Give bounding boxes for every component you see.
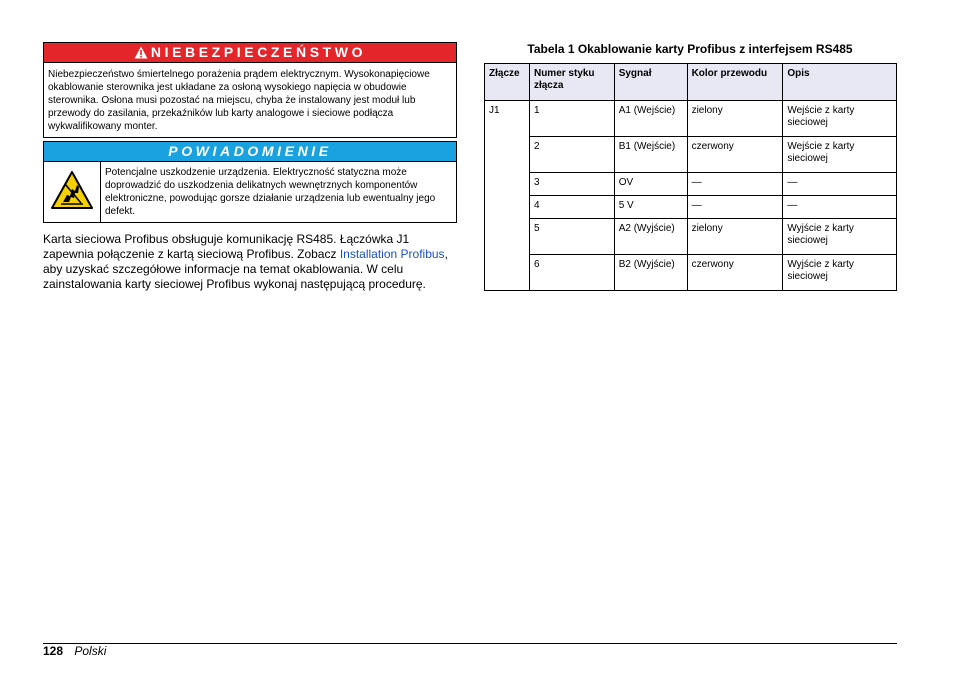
danger-text: Niebezpieczeństwo śmiertelnego porażenia prądem elektrycznym. Wysokonapięciowe okablowanie sterownika jest układane za osłoną wysokiego napięcia w obudowie sterownika. Osłona musi pozostać na miejscu, chyba że instalowany jest moduł lub przewody do zasilania, przekaźników lub karty analogowe i sieciowe podłącza wykwalifikowany monter.: [48, 69, 430, 132]
danger-box: [43, 42, 457, 138]
cell-connector-empty: [485, 219, 530, 255]
body-paragraph: [43, 232, 459, 292]
cell-wire-color: czerwony: [687, 137, 783, 173]
cell-description: Wejście z karty sieciowej: [783, 137, 897, 173]
body-text-before: Karta sieciowa Profibus obsługuje komunikację RS485. Łączówka J1 zapewnia połączenie z kartą sieciową Profibus. Zobacz: [43, 232, 410, 261]
cell-pin: 2: [529, 137, 614, 173]
cell-wire-color: zielony: [687, 101, 783, 137]
cell-wire-color: —: [687, 173, 783, 196]
esd-warning-icon: [51, 171, 93, 214]
notice-icon-cell: [44, 162, 101, 222]
cell-signal: OV: [614, 173, 687, 196]
cell-description: Wyjście z karty sieciowej: [783, 255, 897, 291]
cell-pin: 4: [529, 196, 614, 219]
cell-description: Wyjście z karty sieciowej: [783, 219, 897, 255]
wiring-table: [484, 63, 897, 291]
header-wire-color: Kolor przewodu: [687, 64, 783, 101]
table-row: [485, 173, 897, 196]
header-description: Opis: [783, 64, 897, 101]
page-number: 128: [43, 644, 64, 658]
table-row: [485, 101, 897, 137]
cell-description: —: [783, 173, 897, 196]
table-row: [485, 219, 897, 255]
cell-pin: 5: [529, 219, 614, 255]
cell-pin: 3: [529, 173, 614, 196]
header-connector: Złącze: [485, 64, 530, 101]
cell-wire-color: zielony: [687, 219, 783, 255]
header-pin: Numer styku złącza: [529, 64, 614, 101]
table-header-row: [485, 64, 897, 101]
cell-pin: 1: [529, 101, 614, 137]
cell-signal: B2 (Wyjście): [614, 255, 687, 291]
warning-triangle-icon: [134, 45, 148, 64]
danger-title: NIEBEZPIECZEŃSTWO: [150, 44, 367, 60]
notice-text: Potencjalne uszkodzenie urządzenia. Elektryczność statyczna może doprowadzić do uszkodzenia delikatnych wewnętrznych komponentów elektroniczne, powodując gorsze działanie urządzenia lub ewentualny jego defekt.: [105, 167, 436, 217]
cell-signal: 5 V: [614, 196, 687, 219]
cell-description: —: [783, 196, 897, 219]
table-row: [485, 255, 897, 291]
table-caption: Tabela 1 Okablowanie karty Profibus z interfejsem RS485: [527, 42, 853, 56]
cell-wire-color: —: [687, 196, 783, 219]
notice-title: POWIADOMIENIE: [44, 142, 456, 162]
cell-connector-empty: [485, 255, 530, 291]
table-row: [485, 196, 897, 219]
installation-profibus-link[interactable]: Installation Profibus: [339, 247, 445, 261]
cell-signal: A1 (Wejście): [614, 101, 687, 137]
notice-box: [43, 141, 457, 223]
cell-signal: A2 (Wyjście): [614, 219, 687, 255]
footer-language: Polski: [74, 644, 107, 658]
cell-connector-empty: [485, 137, 530, 173]
cell-pin: 6: [529, 255, 614, 291]
cell-signal: B1 (Wejście): [614, 137, 687, 173]
header-signal: Sygnał: [614, 64, 687, 101]
table-row: [485, 137, 897, 173]
cell-connector: J1: [485, 101, 530, 137]
body-text-after: , aby uzyskać szczegółowe informacje na temat okablowania. W celu zainstalowania karty sieciowej Profibus wykonaj następującą procedurę.: [43, 247, 448, 291]
footer: [43, 644, 106, 658]
cell-wire-color: czerwony: [687, 255, 783, 291]
cell-connector-empty: [485, 196, 530, 219]
danger-header: [44, 43, 456, 63]
cell-description: Wejście z karty sieciowej: [783, 101, 897, 137]
footer-rule: [43, 643, 897, 644]
cell-connector-empty: [485, 173, 530, 196]
